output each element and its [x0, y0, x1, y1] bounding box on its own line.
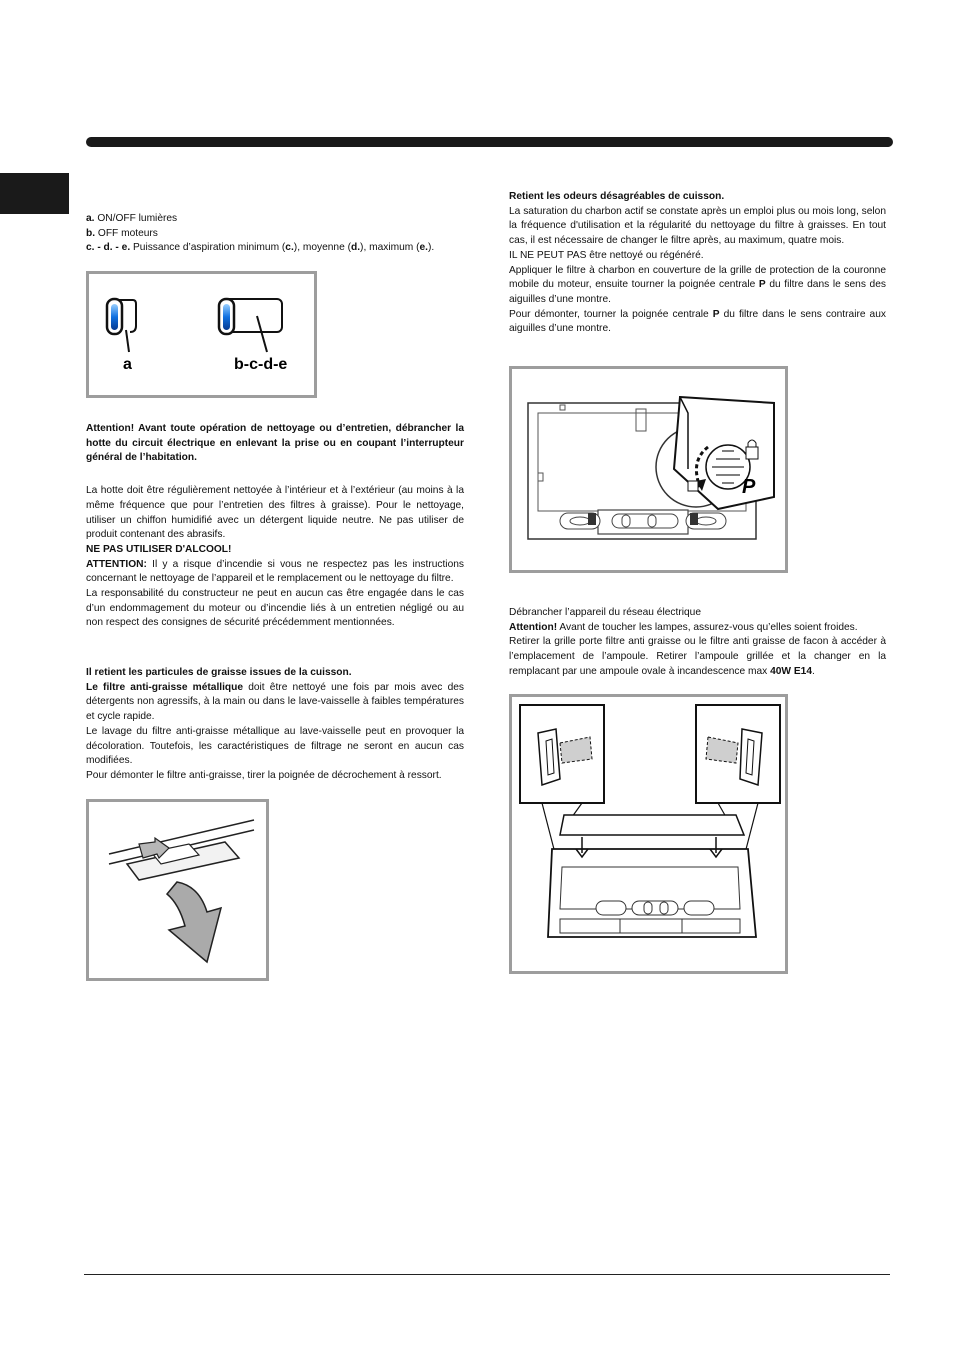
charcoal-filter-section: Retient les odeurs désagréables de cuisson. La saturation du charbon actif se constate après un emploi plus ou mois long, selon la fréquence d'utilisation et la régularité du nettoyage du filtre à graisses. En tout cas, il est nécessaire de changer le filtre après, au maximum, quatre mois. IL NE PEUT PAS être nettoyé ou régénéré. Appliquer le filtre à charbon en couverture de la grille de protection de la couronne mobile du moteur, ensuite tourner la poignée centrale P du filtre dans le sens des aiguilles d’une montre. Pour démonter, tourner la poignée centrale P du filtre dans le sens contraire aux aiguilles d’une montre. — [509, 191, 886, 335]
maintenance-warning: Attention! Avant toute opération de nettoyage ou d’entretien, débrancher la hotte du circuit électrique en enlevant la prise ou en coupant l’interrupteur général de l’habitation. — [86, 423, 464, 464]
figure-grease-filter — [86, 799, 269, 981]
label-p: P — [742, 476, 756, 498]
figure-switches — [86, 271, 317, 398]
lamp-section: Débrancher l’appareil du réseau électrique Attention! Avant de toucher les lampes, assurez-vous qu’elles soient froides. Retirer la grille porte filtre anti graisse ou le filtre anti graisse de facon à accéder à l’emplacement de l’ampoule. Retirer l’ampoule grillée et la changer en la remplacant par une ampoule ovale à incandescence max 40W E14. — [509, 607, 886, 677]
controls-list: a. ON/OFF lumières b. OFF moteurs c. - d. - e. Puissance d’aspiration minimum (c.), moyenne (d.), maximum (e.). — [86, 213, 435, 254]
grease-filter-section: Il retient les particules de graisse issues de la cuisson. Le filtre anti-graisse métallique doit être nettoyé une fois par mois avec des détergents non agressifs, à la main ou dans le lave-vaisselle à faibles températures et cycle rapide. Le lavage du filtre anti-graisse métallique au lave-vaisselle peut en provoquer la décoloration. Toutefois, les caractéristiques de filtrage ne seront en aucun cas modifiées. Pour démonter le filtre anti-graisse, tirer la poignée de décrochement à ressort. — [86, 667, 464, 781]
footer-line — [84, 1274, 890, 1275]
figure-lamp-replacement — [509, 694, 788, 974]
language-tab — [0, 173, 69, 214]
header-bar — [86, 137, 893, 147]
maintenance-section: Attention! Avant toute opération de nettoyage ou d’entretien, débrancher la hotte du circuit électrique en enlevant la prise ou en coupant l’interrupteur général de l’habitation. La hotte doit être régulièrement nettoyée à l’intérieur et à l’extérieur (au moins à la même fréquence que pour l’entretien des filtres à graisse). Pour le nettoyage, utiliser un chiffon humidifié avec un détergent liquide neutre. Ne pas utiliser de produit contenant des abrasifs. NE PAS UTILISER D'ALCOOL! ATTENTION: Il y a risque d’incendie si vous ne respectez pas les instructions concernant le nettoyage de l’appareil et le remplacement ou le nettoyage du filtre. La responsabilité du constructeur ne peut en aucun cas être engagée dans le cas d’un endommagement du moteur ou d’incendie liés à un entretien négligé ou au non respect des consignes de sécurité précédemment mentionnées. — [86, 423, 464, 629]
label-bcde: b-c-d-e — [234, 356, 288, 373]
figure-charcoal-filter — [509, 366, 788, 573]
label-a: a — [123, 356, 132, 373]
